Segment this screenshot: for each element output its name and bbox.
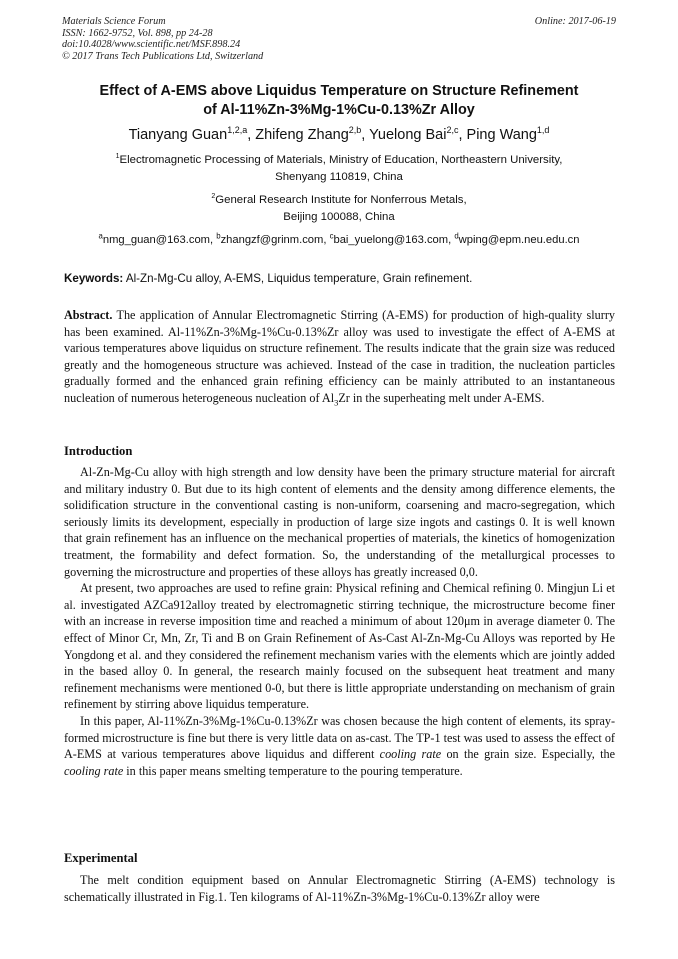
subscript: 3 [334,397,339,408]
title-line-2: of Al-11%Zn-3%Mg-1%Cu-0.13%Zr Alloy [203,102,475,118]
author-name: Tianyang Guan [128,127,228,143]
abstract-text-end: Zr in the superheating melt under A-EMS. [338,390,545,405]
paragraph-text: in this paper means smelting temperature to the pouring temperature. [123,763,463,778]
affiliation-line: Shenyang 110819, China [275,171,403,183]
affiliation-1 [40,152,638,186]
section-heading-introduction: Introduction [64,444,133,458]
email-mark: a [98,231,103,241]
email-link[interactable]: zhangzf@grinm.com, [220,234,330,246]
paper-title [40,82,638,120]
author-list [40,126,638,144]
introduction-body [64,464,615,779]
author-name: Yuelong Bai [369,127,447,143]
paragraph: Al-Zn-Mg-Cu alloy with high strength and low density have been the primary structure material for aircraft and military industry 0. But due to its high content of elements and the density among difference elements, the solidification structure in the conventional casting is non-uniform, coarsening and macro-segregation, which seriously limits its development, especially in production of large size ingots and castings 0. It is well known that grain refinement has an influence on the mechanical properties of materials, the kinetics of homogenization treatment, the formability and defect formation. So, the understanding of the metallurgical processes to governing the microstructure and properties of these alloys has greatly increased 0,0. [64,465,615,579]
author-name: Zhifeng Zhang [255,127,349,143]
affiliation-line: Beijing 100088, China [283,211,395,223]
emphasis: cooling rate [379,747,442,762]
affiliation-mark: 2 [211,193,216,201]
author-affiliation-mark: 1,2,a [227,125,248,136]
author-affiliation-mark: 2,b [348,125,362,136]
affiliation-2 [40,192,638,226]
keywords-text: Al-Zn-Mg-Cu alloy, A-EMS, Liquidus temperature, Grain refinement. [123,272,473,285]
paragraph: At present, two approaches are used to refine grain: Physical refining and Chemical refining 0. Mingjun Li et al. investigated AZCa912alloy treated by electromagnetic stirring technique, the microstructure become finer with an increase in reverse imposition time and reached a minimum of about 120μm in average diameter 0. The effect of Minor Cr, Mn, Zr, Ti and B on Grain Refinement of As-Cast Al-Zn-Mg-Cu Alloys was reported by He Yongdong et al. and they considered the refinement mechanism varies with the elements which are jointly added in the based alloy 0. In general, the research mainly focused on the subsequent heat treatment and many refinement mechanisms were mentioned 0-0, but there is little appropriate understanding on mechanism of grain refinement by stirring above liquidus temperature. [64,581,615,712]
keywords [64,271,615,287]
paragraph: The melt condition equipment based on Annular Electromagnetic Stirring (A-EMS) technology is schematically illustrated in Fig.1. Ten kilograms of Al-11%Zn-3%Mg-1%Cu-0.13%Zr alloy were [64,873,615,904]
email-link[interactable]: bai_yuelong@163.com, [333,234,455,246]
author-affiliation-mark: 1,d [536,125,550,136]
email-mark: b [216,231,221,241]
keywords-label: Keywords: [64,272,124,285]
issn-info: ISSN: 1662-9752, Vol. 898, pp 24-28 [62,27,213,39]
title-line-1: Effect of A-EMS above Liquidus Temperature on Structure Refinement [99,83,579,99]
abstract-text: The application of Annular Electromagnetic Stirring (A-EMS) for production of high-quality slurry has been examined. Al-11%Zn-3%Mg-1%Cu-0.13%Zr alloy was used to investigate the effect of A-EMS at various temperatures above liquidus on structure refinement. The results indicate that the grain size was reduced greatly and the homogeneous structure was achieved. Instead of the case in tradition, the nucleation particles gradually formed and the enhanced grain refining efficiency can be mainly attributed to an instantaneous nucleation of numerous heterogeneous nucleation of Al [64,308,615,405]
paragraph [64,713,615,779]
author-separator: , [247,127,256,143]
affiliation-line: General Research Institute for Nonferrous Metals, [215,194,467,206]
email-mark: d [454,231,459,241]
paragraph-text: on the grain size. Especially, the [441,747,615,762]
author-affiliation-mark: 2,c [446,125,459,136]
author-separator: , [458,127,467,143]
paragraph-text: In this paper, Al-11%Zn-3%Mg-1%Cu-0.13%Zr was chosen because the high content of elements, its spray-formed microstructure is fine but there is very little data on as-cast. The TP-1 test was used to assess the effect of A-EMS at various temperatures above liquidus and different [64,713,615,762]
author-name: Ping Wang [466,127,537,143]
running-header [62,16,263,62]
affiliation-line: Electromagnetic Processing of Materials, Ministry of Education, Northeastern University, [119,154,563,166]
experimental-body [64,872,615,905]
author-separator: , [361,127,370,143]
copyright: © 2017 Trans Tech Publications Ltd, Switzerland [62,50,264,62]
online-date: Online: 2017-06-19 [534,16,616,27]
email-list [40,232,638,248]
email-link[interactable]: wping@epm.neu.edu.cn [458,234,580,246]
section-heading-experimental: Experimental [64,851,138,865]
abstract-label: Abstract. [64,308,113,322]
email-mark: c [329,231,334,241]
doi: doi:10.4028/www.scientific.net/MSF.898.24 [62,39,241,51]
affiliation-mark: 1 [115,153,120,161]
email-link[interactable]: nmg_guan@163.com, [102,234,217,246]
journal-name: Materials Science Forum [62,16,166,27]
emphasis: cooling rate [64,763,124,778]
abstract [64,307,615,411]
